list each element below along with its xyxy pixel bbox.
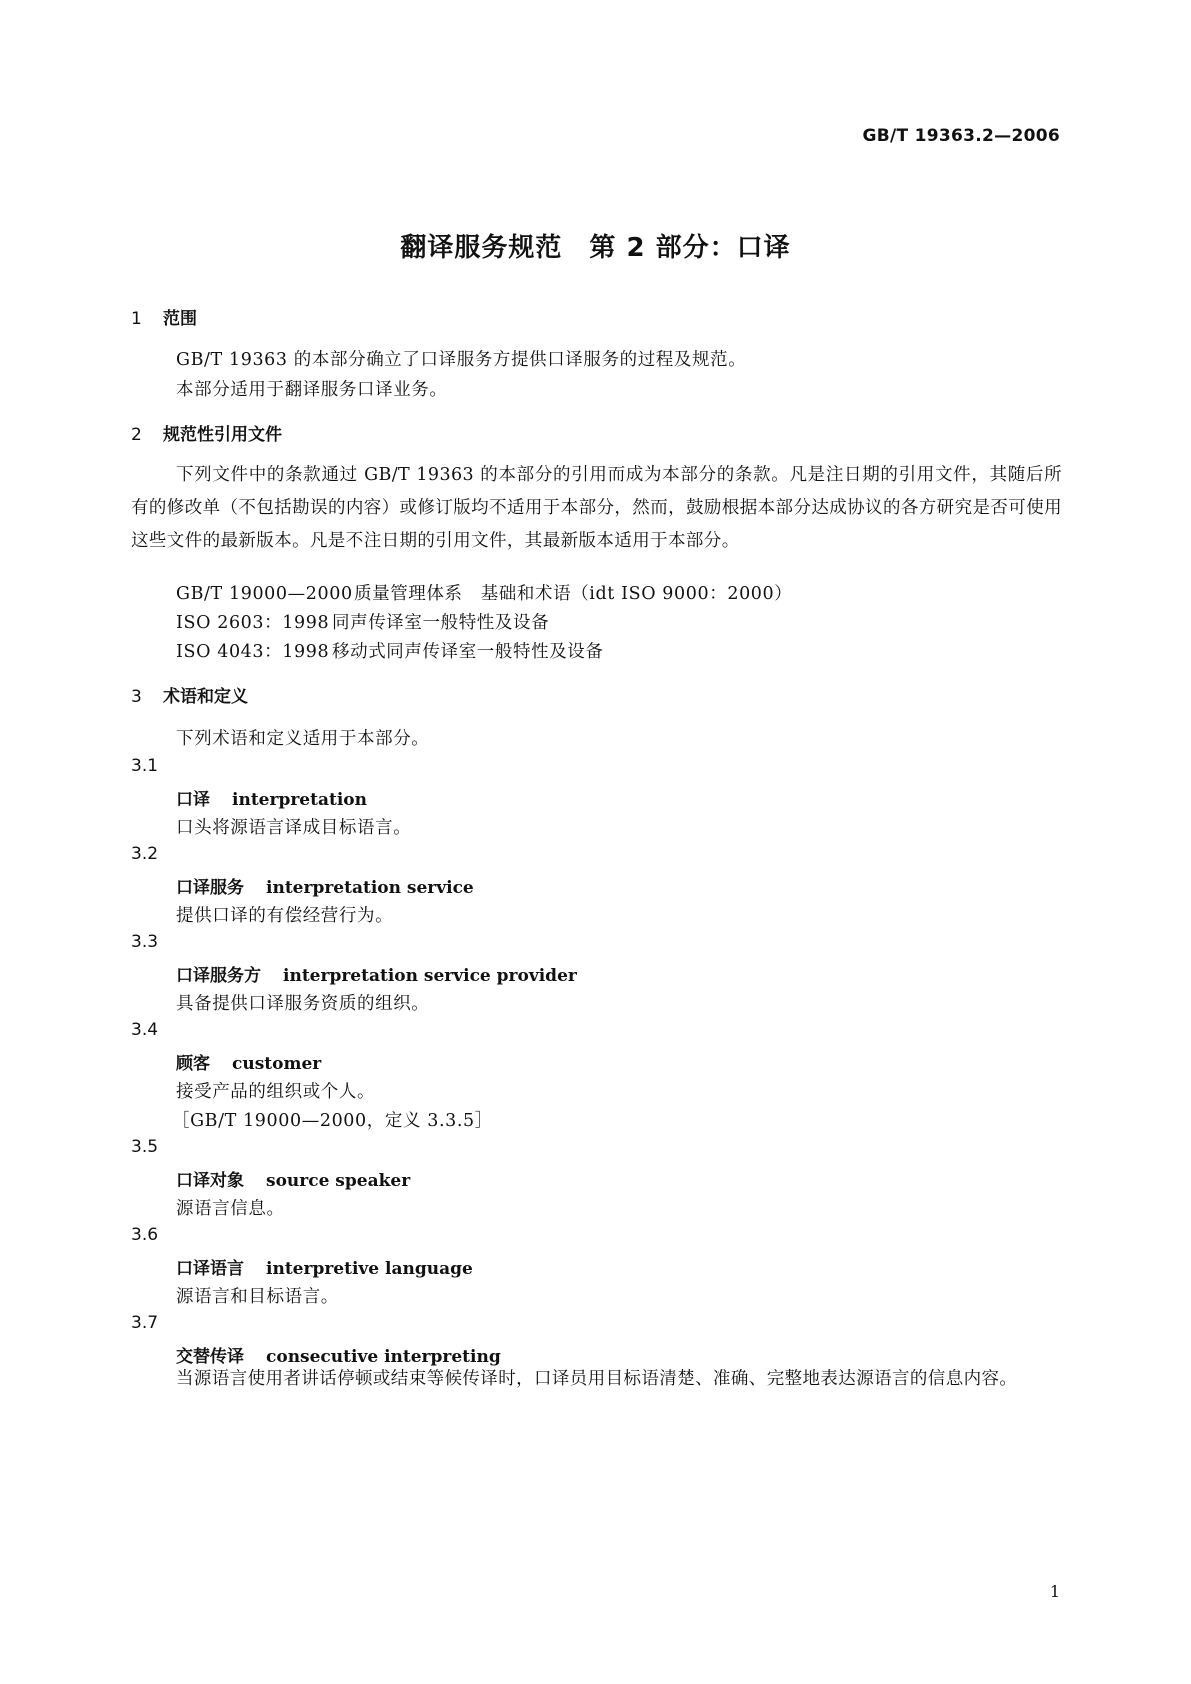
term-chinese: 口译语言 [176,1259,244,1279]
reference-title: 同声传译室一般特性及设备 [332,613,550,633]
section-3-intro: 下列术语和定义适用于本部分。 [176,729,430,749]
term-source: ［GB/T 19000—2000，定义 3.3.5］ [172,1111,493,1131]
term-title [176,1049,321,1074]
term-english: source speaker [266,1171,411,1191]
section-title: 范围 [163,309,197,329]
section-3-heading [131,682,248,707]
term-english: interpretive language [266,1259,473,1279]
section-title: 规范性引用文件 [163,425,282,445]
term-chinese: 口译 [176,790,210,810]
reference-title: 质量管理体系 基础和术语（idt ISO 9000：2000） [354,584,793,604]
term-chinese: 口译对象 [176,1171,244,1191]
term-title [176,785,367,810]
term-definition: 具备提供口译服务资质的组织。 [176,994,430,1014]
reference-code: GB/T 19000—2000 [176,584,353,604]
section-title: 术语和定义 [163,687,248,707]
section-number: 1 [131,309,142,329]
standard-code: GB/T 19363.2—2006 [862,126,1060,146]
term-definition: 源语言和目标语言。 [176,1287,339,1307]
term-title [176,873,474,898]
reference-item [176,580,792,605]
term-chinese: 口译服务 [176,878,244,898]
term-english: customer [232,1054,322,1074]
section-1-heading [131,304,197,329]
section-number: 3 [131,687,142,707]
reference-item [176,609,549,634]
term-number: 3.7 [131,1313,159,1333]
term-number: 3.4 [131,1020,159,1040]
term-chinese: 顾客 [176,1054,210,1074]
document-title: 翻译服务规范 第 2 部分：口译 [400,233,791,263]
section-1-paragraph-2: 本部分适用于翻译服务口译业务。 [176,380,448,400]
reference-item [176,638,604,663]
page-number: 1 [1049,1582,1060,1601]
term-english: interpretation service [266,878,474,898]
term-title [176,961,577,986]
term-title [176,1166,410,1191]
section-2-paragraph: 下列文件中的条款通过 GB/T 19363 的本部分的引用而成为本部分的条款。凡是注日期的引用文件，其随后所有的修改单（不包括勘误的内容）或修订版均不适用于本部分，然而，鼓励根据本部分达成协议的各方研究是否可使用这些文件的最新版本。凡是不注日期的引用文件，其最新版本适用于本部分。 [131,465,1062,551]
term-chinese: 交替传译 [176,1347,244,1367]
section-2-heading [131,420,282,445]
reference-code: ISO 2603：1998 [176,613,330,633]
term-english: interpretation [232,790,367,810]
term-definition: 提供口译的有偿经营行为。 [176,906,394,926]
term-number: 3.5 [131,1137,159,1157]
term-definition: 接受产品的组织或个人。 [176,1082,376,1102]
section-number: 2 [131,425,142,445]
term-chinese: 口译服务方 [176,966,261,986]
term-english: consecutive interpreting [266,1347,501,1367]
term-english: interpretation service provider [283,966,577,986]
term-definition: 源语言信息。 [176,1199,285,1219]
reference-code: ISO 4043：1998 [176,642,330,662]
term-number: 3.1 [131,756,159,776]
term-number: 3.6 [131,1225,159,1245]
section-1-paragraph-1: GB/T 19363 的本部分确立了口译服务方提供口译服务的过程及规范。 [176,350,747,370]
term-number: 3.3 [131,932,159,952]
reference-title: 移动式同声传译室一般特性及设备 [332,642,604,662]
term-number: 3.2 [131,844,159,864]
term-title [176,1254,473,1279]
term-definition: 当源语言使用者讲话停顿或结束等候传译时，口译员用目标语清楚、准确、完整地表达源语言的信息内容。 [176,1369,1018,1389]
term-definition: 口头将源语言译成目标语言。 [176,818,412,838]
